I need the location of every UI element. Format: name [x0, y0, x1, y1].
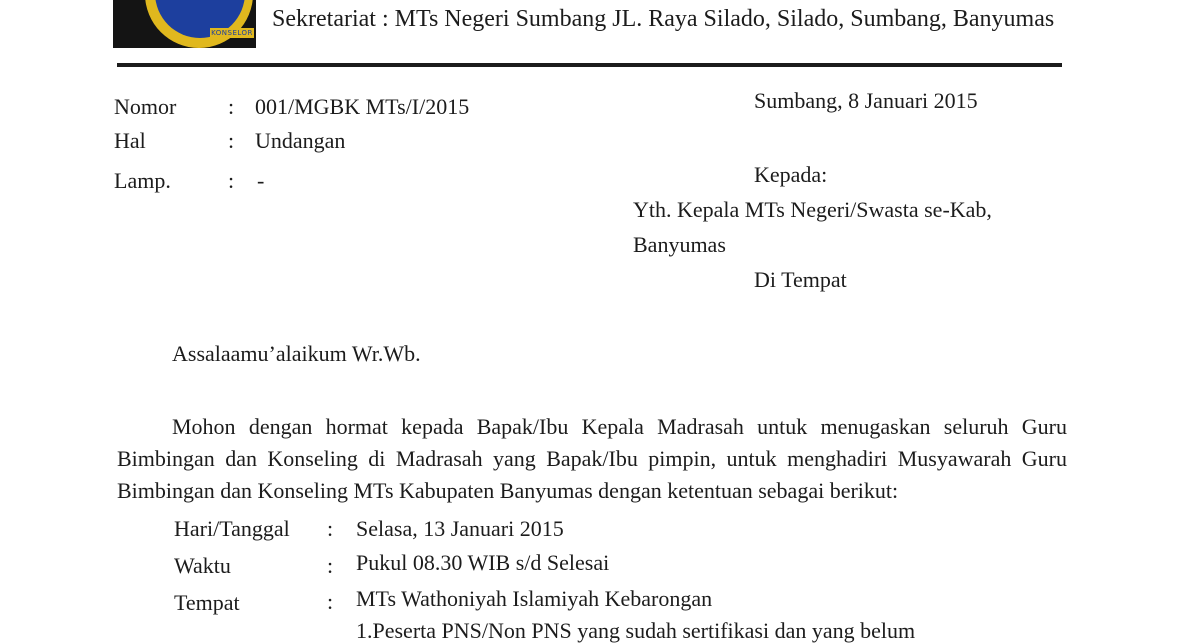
- detail-sep-time: :: [327, 553, 334, 578]
- recipient-line-2: Banyumas: [633, 232, 726, 257]
- recipient-line-1: Yth. Kepala MTs Negeri/Swasta se-Kab,: [633, 197, 992, 222]
- letter-date: Sumbang, 8 Januari 2015: [754, 88, 978, 113]
- greeting: Assalaamu’alaikum Wr.Wb.: [172, 341, 421, 366]
- organization-logo: [113, 0, 256, 48]
- meta-sep-hal: :: [228, 128, 235, 153]
- recipient-kepada: Kepada:: [754, 162, 828, 187]
- detail-value-place: MTs Wathoniyah Islamiyah Kebarongan: [356, 586, 713, 611]
- logo-label: KONSELOR: [211, 29, 253, 37]
- recipient-place: Di Tempat: [754, 267, 847, 292]
- detail-label-time: Waktu: [174, 553, 231, 578]
- meta-sep-lamp: :: [228, 168, 235, 193]
- meta-sep-nomor: :: [228, 94, 235, 119]
- detail-label-date: Hari/Tanggal: [174, 516, 290, 541]
- detail-sep-date: :: [327, 516, 334, 541]
- partial-next-line-text: 1.Peserta PNS/Non PNS yang sudah sertifikasi dan yang belum: [356, 618, 916, 643]
- body-paragraph: [117, 411, 1067, 507]
- detail-label-place: Tempat: [174, 590, 240, 615]
- meta-label-nomor: Nomor: [114, 94, 177, 119]
- meta-label-hal: Hal: [114, 128, 146, 153]
- partial-next-line: [0, 616, 1200, 643]
- meta-value-hal: Undangan: [255, 128, 346, 153]
- detail-value-time: Pukul 08.30 WIB s/d Selesai: [356, 550, 610, 575]
- detail-sep-place: :: [327, 589, 334, 614]
- secretariat-address: Sekretariat : MTs Negeri Sumbang JL. Raya Silado, Silado, Sumbang, Banyumas: [272, 6, 1055, 32]
- meta-value-nomor: 001/MGBK MTs/I/2015: [255, 94, 470, 119]
- body-text: Mohon dengan hormat kepada Bapak/Ibu Kepala Madrasah untuk menugaskan seluruh Guru Bimbingan dan Konseling di Madrasah yang Bapak/Ibu pimpin, untuk menghadiri Musyawarah Guru Bimbingan dan Konseling MTs Kabupaten Banyumas dengan ketentuan sebagai berikut:: [117, 414, 1067, 503]
- meta-label-lamp: Lamp.: [114, 168, 171, 193]
- detail-value-date: Selasa, 13 Januari 2015: [356, 516, 564, 541]
- header-divider: [117, 63, 1062, 67]
- meta-value-lamp: -: [257, 168, 265, 193]
